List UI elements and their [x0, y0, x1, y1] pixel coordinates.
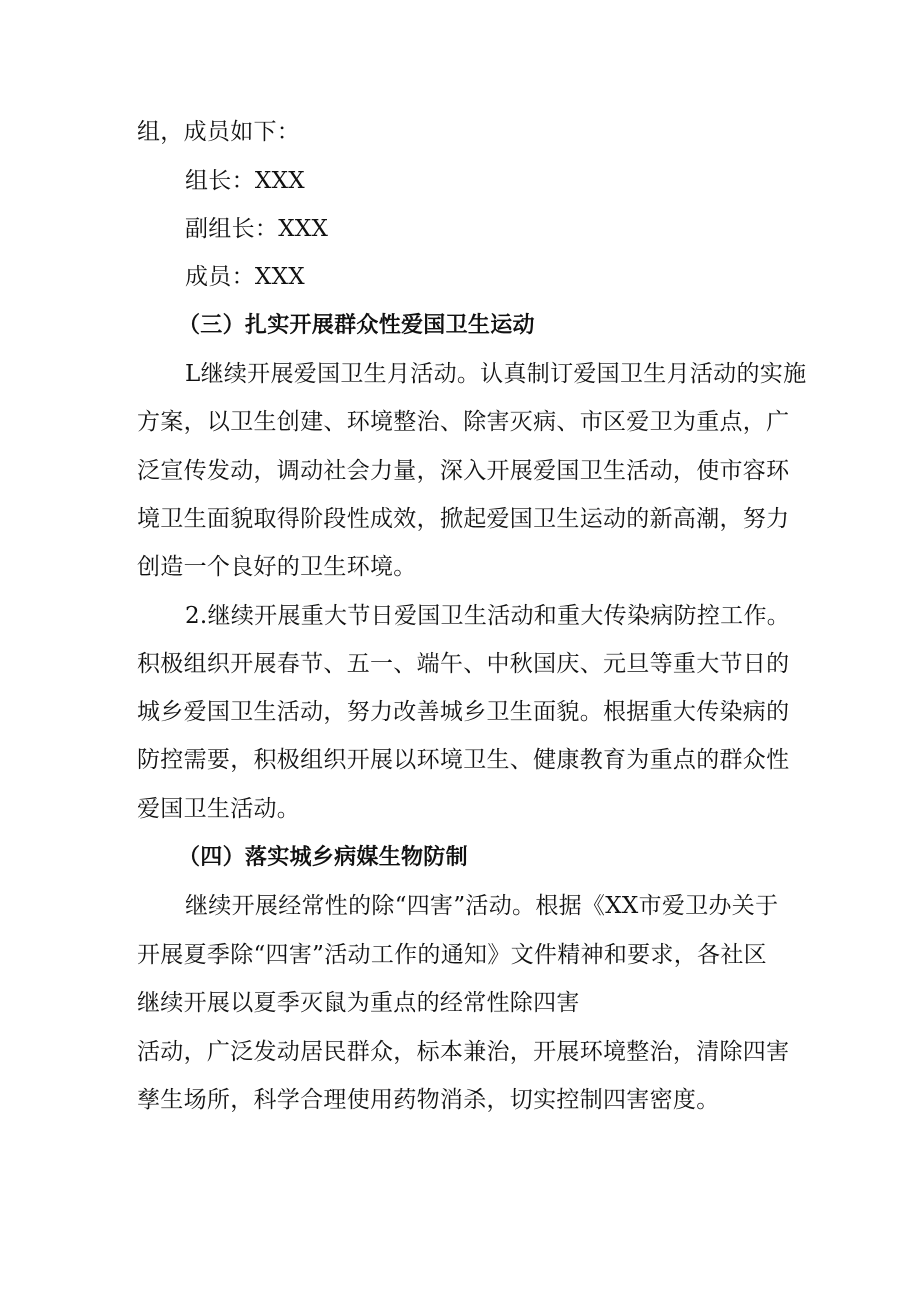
- paragraph-line: 防控需要，积极组织开展以环境卫生、健康教育为重点的群众性: [137, 747, 790, 773]
- intro-line: 组，成员如下：: [137, 119, 301, 145]
- paragraph-line: 爱国卫生活动。: [137, 796, 301, 822]
- members-line: 成员：XXX: [185, 264, 305, 290]
- deputy-leader-line: 副组长：XXX: [185, 216, 329, 242]
- paragraph-line: 开展夏季除“四害”活动工作的通知》文件精神和要求，各社区: [137, 942, 767, 968]
- paragraph-line: 城乡爱国卫生活动，努力改善城乡卫生面貌。根据重大传染病的: [137, 699, 790, 725]
- paragraph-line: 活动，广泛发动居民群众，标本兼治，开展环境整治，清除四害: [137, 1039, 790, 1065]
- leader-line: 组长：XXX: [185, 168, 305, 194]
- paragraph-line: 境卫生面貌取得阶段性成效，掀起爱国卫生运动的新高潮，努力: [137, 506, 790, 532]
- paragraph-line: 泛宣传发动，调动社会力量，深入开展爱国卫生活动，使市容环: [137, 458, 790, 484]
- paragraph-line: 2.继续开展重大节日爱国卫生活动和重大传染病防控工作。: [185, 603, 791, 629]
- paragraph-line: 方案，以卫生创建、环境整治、除害灭病、市区爱卫为重点，广: [137, 409, 790, 435]
- paragraph-line: 继续开展以夏季灭鼠为重点的经常性除四害: [137, 990, 580, 1016]
- paragraph-line: 创造一个良好的卫生环境。: [137, 554, 417, 580]
- paragraph-line: 孳生场所，科学合理使用药物消杀，切实控制四害密度。: [137, 1087, 720, 1113]
- paragraph-line: 积极组织开展春节、五一、端午、中秋国庆、元旦等重大节日的: [137, 651, 790, 677]
- paragraph-line: L继续开展爱国卫生月活动。认真制订爱国卫生月活动的实施: [185, 361, 807, 387]
- section-4-heading: （四）落实城乡病媒生物防制: [178, 845, 468, 870]
- section-3-heading: （三）扎实开展群众性爱国卫生运动: [178, 313, 535, 338]
- paragraph-line: 继续开展经常性的除“四害”活动。根据《XX市爱卫办关于: [185, 893, 779, 919]
